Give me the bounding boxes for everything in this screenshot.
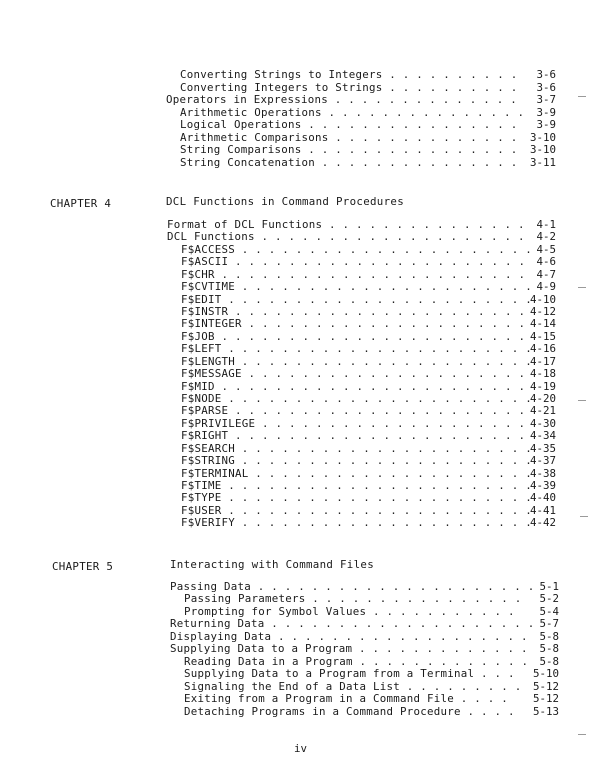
toc-entry-title: F$MID xyxy=(181,379,215,393)
toc-page-number: 4-2 xyxy=(536,230,556,244)
leader-dots: . . . . . . . . . . . . . . . . . . . . . . xyxy=(228,429,526,443)
toc-page-number: 3-6 xyxy=(536,80,556,94)
toc-entry-title: F$TYPE xyxy=(181,491,222,505)
toc-page-number: 3-10 xyxy=(529,143,556,156)
toc-entry-title: Arithmetic Comparisons xyxy=(180,130,329,144)
toc-page-number: 5-12 xyxy=(532,692,559,706)
toc-page-number: 4-40 xyxy=(529,491,556,505)
toc-entry-title: F$TERMINAL xyxy=(181,466,249,480)
toc-page-number: 4-16 xyxy=(529,342,556,356)
leader-dots: . . . . . . . . . . . . . . . xyxy=(322,218,525,231)
toc-entry-title: Converting Strings to Integers xyxy=(180,68,383,81)
toc-entry-title: F$INTEGER xyxy=(181,317,242,331)
toc-entry-title: F$STRING xyxy=(181,454,236,468)
toc-entry-title: Converting Integers to Strings xyxy=(180,80,383,94)
leader-dots: . . . . . . . . . . . . . . . . . . . . xyxy=(254,230,525,244)
toc-entry-title: F$RIGHT xyxy=(181,429,229,443)
toc-page-number: 4-7 xyxy=(536,267,556,281)
toc-page-number: 5-4 xyxy=(539,604,559,618)
toc-page-number: 4-39 xyxy=(529,479,556,493)
toc-page-number: 4-10 xyxy=(529,292,556,306)
toc-page-number: 4-1 xyxy=(536,218,556,231)
toc-entry-title: Logical Operations xyxy=(180,118,302,131)
margin-mark xyxy=(580,516,588,517)
toc-page-number: 5-10 xyxy=(532,667,559,681)
toc-entry-title: Exiting from a Program in a Command File xyxy=(184,692,455,706)
toc-page-number: 3-9 xyxy=(536,118,556,131)
leader-dots: . . . . . . . . . . . . . . . . . . . . . . . xyxy=(214,379,526,393)
leader-dots: . . . . xyxy=(460,704,515,718)
chapter-4-title: DCL Functions in Command Procedures xyxy=(166,195,405,208)
leader-dots: . . . . . . . . . . . . . . . . . . . . . . xyxy=(228,404,526,418)
margin-mark xyxy=(578,400,586,401)
toc-entry xyxy=(184,706,515,718)
toc-entry-title: F$PRIVILEGE xyxy=(181,416,256,430)
toc-page-number: 5-8 xyxy=(539,642,559,656)
toc-entry-title: Format of DCL Functions xyxy=(167,218,323,231)
toc-page-number: 4-19 xyxy=(529,379,556,393)
toc-page-number: 5-1 xyxy=(539,580,559,593)
leader-dots: . . . . . . . . . . . . . . . . . . . . . xyxy=(251,580,535,593)
leader-dots: . . . . xyxy=(454,692,509,706)
toc-page-number: 4-14 xyxy=(529,317,556,331)
toc-page-number: 4-5 xyxy=(536,242,556,256)
toc-page-number: 4-34 xyxy=(529,429,556,443)
leader-dots: . . . . . . . . . . . . . . xyxy=(328,93,518,106)
toc-entry-title: Returning Data xyxy=(170,617,265,631)
toc-page-number: 4-20 xyxy=(529,392,556,406)
leader-dots: . . . . . . . . . . . . . . . . . . . . . . . xyxy=(214,267,526,281)
leader-dots: . . . . . . . . . . . . . xyxy=(352,654,529,668)
toc-entry-title: Detaching Programs in a Command Procedure xyxy=(184,704,461,718)
leader-dots: . . . . . . . . . . . . . . . . . . . . . . xyxy=(228,255,526,269)
toc-entry-title: F$PARSE xyxy=(181,404,229,418)
toc-page-number: 4-18 xyxy=(529,367,556,381)
toc-entry-title: F$LEFT xyxy=(181,342,222,356)
toc-entry-title: F$VERIFY xyxy=(181,516,236,530)
toc-page-number: 3-11 xyxy=(529,155,556,169)
leader-dots: . . . . . . . . . . . . . xyxy=(352,642,528,656)
toc-page-number: 4-35 xyxy=(529,441,556,455)
leader-dots: . . . . . . . . . . . . . . xyxy=(328,130,518,144)
leader-dots: . . . . . . . . . . . . . . . xyxy=(321,105,525,119)
leader-dots: . . . . . . . . . . . . . . . . . . . . . . . xyxy=(221,503,533,517)
leader-dots: . . . . . . . . . . . . . . . . . . . . . . xyxy=(235,516,533,530)
toc-page-number: 4-12 xyxy=(529,305,556,318)
toc-entry-title: F$TIME xyxy=(181,479,222,493)
toc-page-number: 4-21 xyxy=(529,404,556,418)
toc-entry-title: F$SEARCH xyxy=(181,441,236,455)
leader-dots: . . . . . . . . . . . . . . . . . . . . . . . xyxy=(221,392,533,406)
toc-page-number: 4-6 xyxy=(536,255,556,269)
leader-dots: . . . . . . . . . . . . . . . . . . . . . . . xyxy=(221,342,533,356)
leader-dots: . . . . . . . . . . . . . . . . . . . . . xyxy=(248,466,533,480)
toc-page-number: 3-9 xyxy=(536,105,556,119)
toc-page-number: 4-30 xyxy=(529,416,556,430)
toc-page-number: 4-9 xyxy=(536,280,556,294)
leader-dots: . . . . . . . . . . . . . . . . . . . xyxy=(271,629,528,643)
toc-page-number: 3-6 xyxy=(536,68,556,81)
toc-entry xyxy=(181,517,532,529)
leader-dots: . . . . . . . . . . . . . . . . . . . . . xyxy=(241,367,526,381)
toc-entry-title: Reading Data in a Program xyxy=(184,654,353,668)
toc-entry-title: F$CHR xyxy=(181,267,215,281)
toc-entry-title: Passing Data xyxy=(170,580,252,593)
toc-entry-title: F$ASCII xyxy=(181,255,229,269)
leader-dots: . . . . . . . . . . . . . . . . . . . . . . xyxy=(228,305,526,318)
toc-page-number: 4-38 xyxy=(529,466,556,480)
toc-page-number: 3-7 xyxy=(536,93,556,106)
margin-mark xyxy=(578,96,586,97)
chapter-4-label: CHAPTER 4 xyxy=(50,197,112,210)
toc-entry-title: Arithmetic Operations xyxy=(180,105,322,119)
toc-entry-title: F$USER xyxy=(181,503,222,517)
leader-dots: . . . . . . . . . . . . . . . xyxy=(315,155,518,169)
toc-entry-title: Displaying Data xyxy=(170,629,272,643)
toc-page-number: 3-10 xyxy=(529,130,556,144)
leader-dots: . . . . . . . . . . . . . . . . . . . . . . xyxy=(235,280,533,294)
leader-dots: . . . . . . . . . . . . . . . . . . . . . . . xyxy=(221,491,533,505)
toc-entry-title: F$ACCESS xyxy=(181,242,236,256)
margin-mark xyxy=(578,287,586,288)
toc-entry-title: Passing Parameters xyxy=(184,592,306,606)
chapter-5-label: CHAPTER 5 xyxy=(52,560,114,573)
toc-entry-title: Operators in Expressions xyxy=(166,93,329,106)
chapter-5-title: Interacting with Command Files xyxy=(170,558,375,571)
page-number: iv xyxy=(294,742,308,755)
toc-entry-title: Supplying Data to a Program xyxy=(170,642,353,656)
toc-page-number: 4-41 xyxy=(529,503,556,517)
toc-entry-title: F$MESSAGE xyxy=(181,367,242,381)
toc-page-number: 5-7 xyxy=(539,617,559,631)
toc-entry-title: F$INSTR xyxy=(181,305,229,318)
toc-entry-title: F$NODE xyxy=(181,392,222,406)
margin-mark xyxy=(578,734,586,735)
leader-dots: . . . . . . . . . . . . . . . . . . . . . . . xyxy=(214,329,526,343)
leader-dots: . . . . . . . . . . . . . . . . . . . . xyxy=(255,416,526,430)
leader-dots: . . . . . . . . . . . xyxy=(366,604,515,618)
leader-dots: . . . . . . . . . . . . . . . . . . . . . . . xyxy=(221,292,533,306)
toc-page-number: 4-17 xyxy=(529,354,556,368)
leader-dots: . . . . . . . . . . . . . . . . . . . . xyxy=(264,617,535,631)
leader-dots: . . . xyxy=(474,667,515,681)
toc-entry-title: Prompting for Symbol Values xyxy=(184,604,367,618)
leader-dots: . . . . . . . . . . . . . . . . . . . . . . xyxy=(235,441,533,455)
toc-page-number: 5-8 xyxy=(539,654,559,668)
toc-entry-title: String Concatenation xyxy=(180,155,316,169)
toc-page-number: 5-12 xyxy=(532,679,559,693)
leader-dots: . . . . . . . . . xyxy=(400,679,522,693)
leader-dots: . . . . . . . . . . xyxy=(382,68,518,81)
leader-dots: . . . . . . . . . . . . . . . . . . . . . . xyxy=(235,454,533,468)
toc-entry-title: F$EDIT xyxy=(181,292,222,306)
toc-page-number: 4-42 xyxy=(529,516,556,530)
toc-page-number: 4-37 xyxy=(529,454,556,468)
toc-entry-title: F$JOB xyxy=(181,329,215,343)
toc-page-number: 5-13 xyxy=(532,704,559,718)
toc-page-number: 5-8 xyxy=(539,629,559,643)
toc-page-number: 5-2 xyxy=(539,592,559,606)
toc-entry-title: F$CVTIME xyxy=(181,280,236,294)
leader-dots: . . . . . . . . . . . . . . . . xyxy=(301,118,518,131)
toc-entry xyxy=(180,157,518,169)
leader-dots: . . . . . . . . . . . . . . . . . . . . . . . xyxy=(221,479,533,493)
leader-dots: . . . . . . . . . . xyxy=(382,80,518,94)
toc-entry-title: DCL Functions xyxy=(167,230,255,244)
leader-dots: . . . . . . . . . . . . . . . . . . . . . xyxy=(241,317,526,331)
leader-dots: . . . . . . . . . . . . . . . . xyxy=(301,143,518,156)
toc-entry-title: String Comparisons xyxy=(180,143,302,156)
toc-page-number: 4-15 xyxy=(529,329,556,343)
leader-dots: . . . . . . . . . . . . . . . . . . . . . . xyxy=(235,242,533,256)
toc-entry-title: F$LENGTH xyxy=(181,354,236,368)
leader-dots: . . . . . . . . . . . . . . . . . . . . . . xyxy=(235,354,533,368)
leader-dots: . . . . . . . . . . . . . . . . xyxy=(305,592,522,606)
toc-entry-title: Signaling the End of a Data List xyxy=(184,679,401,693)
toc-entry-title: Supplying Data to a Program from a Terminal xyxy=(184,667,475,681)
